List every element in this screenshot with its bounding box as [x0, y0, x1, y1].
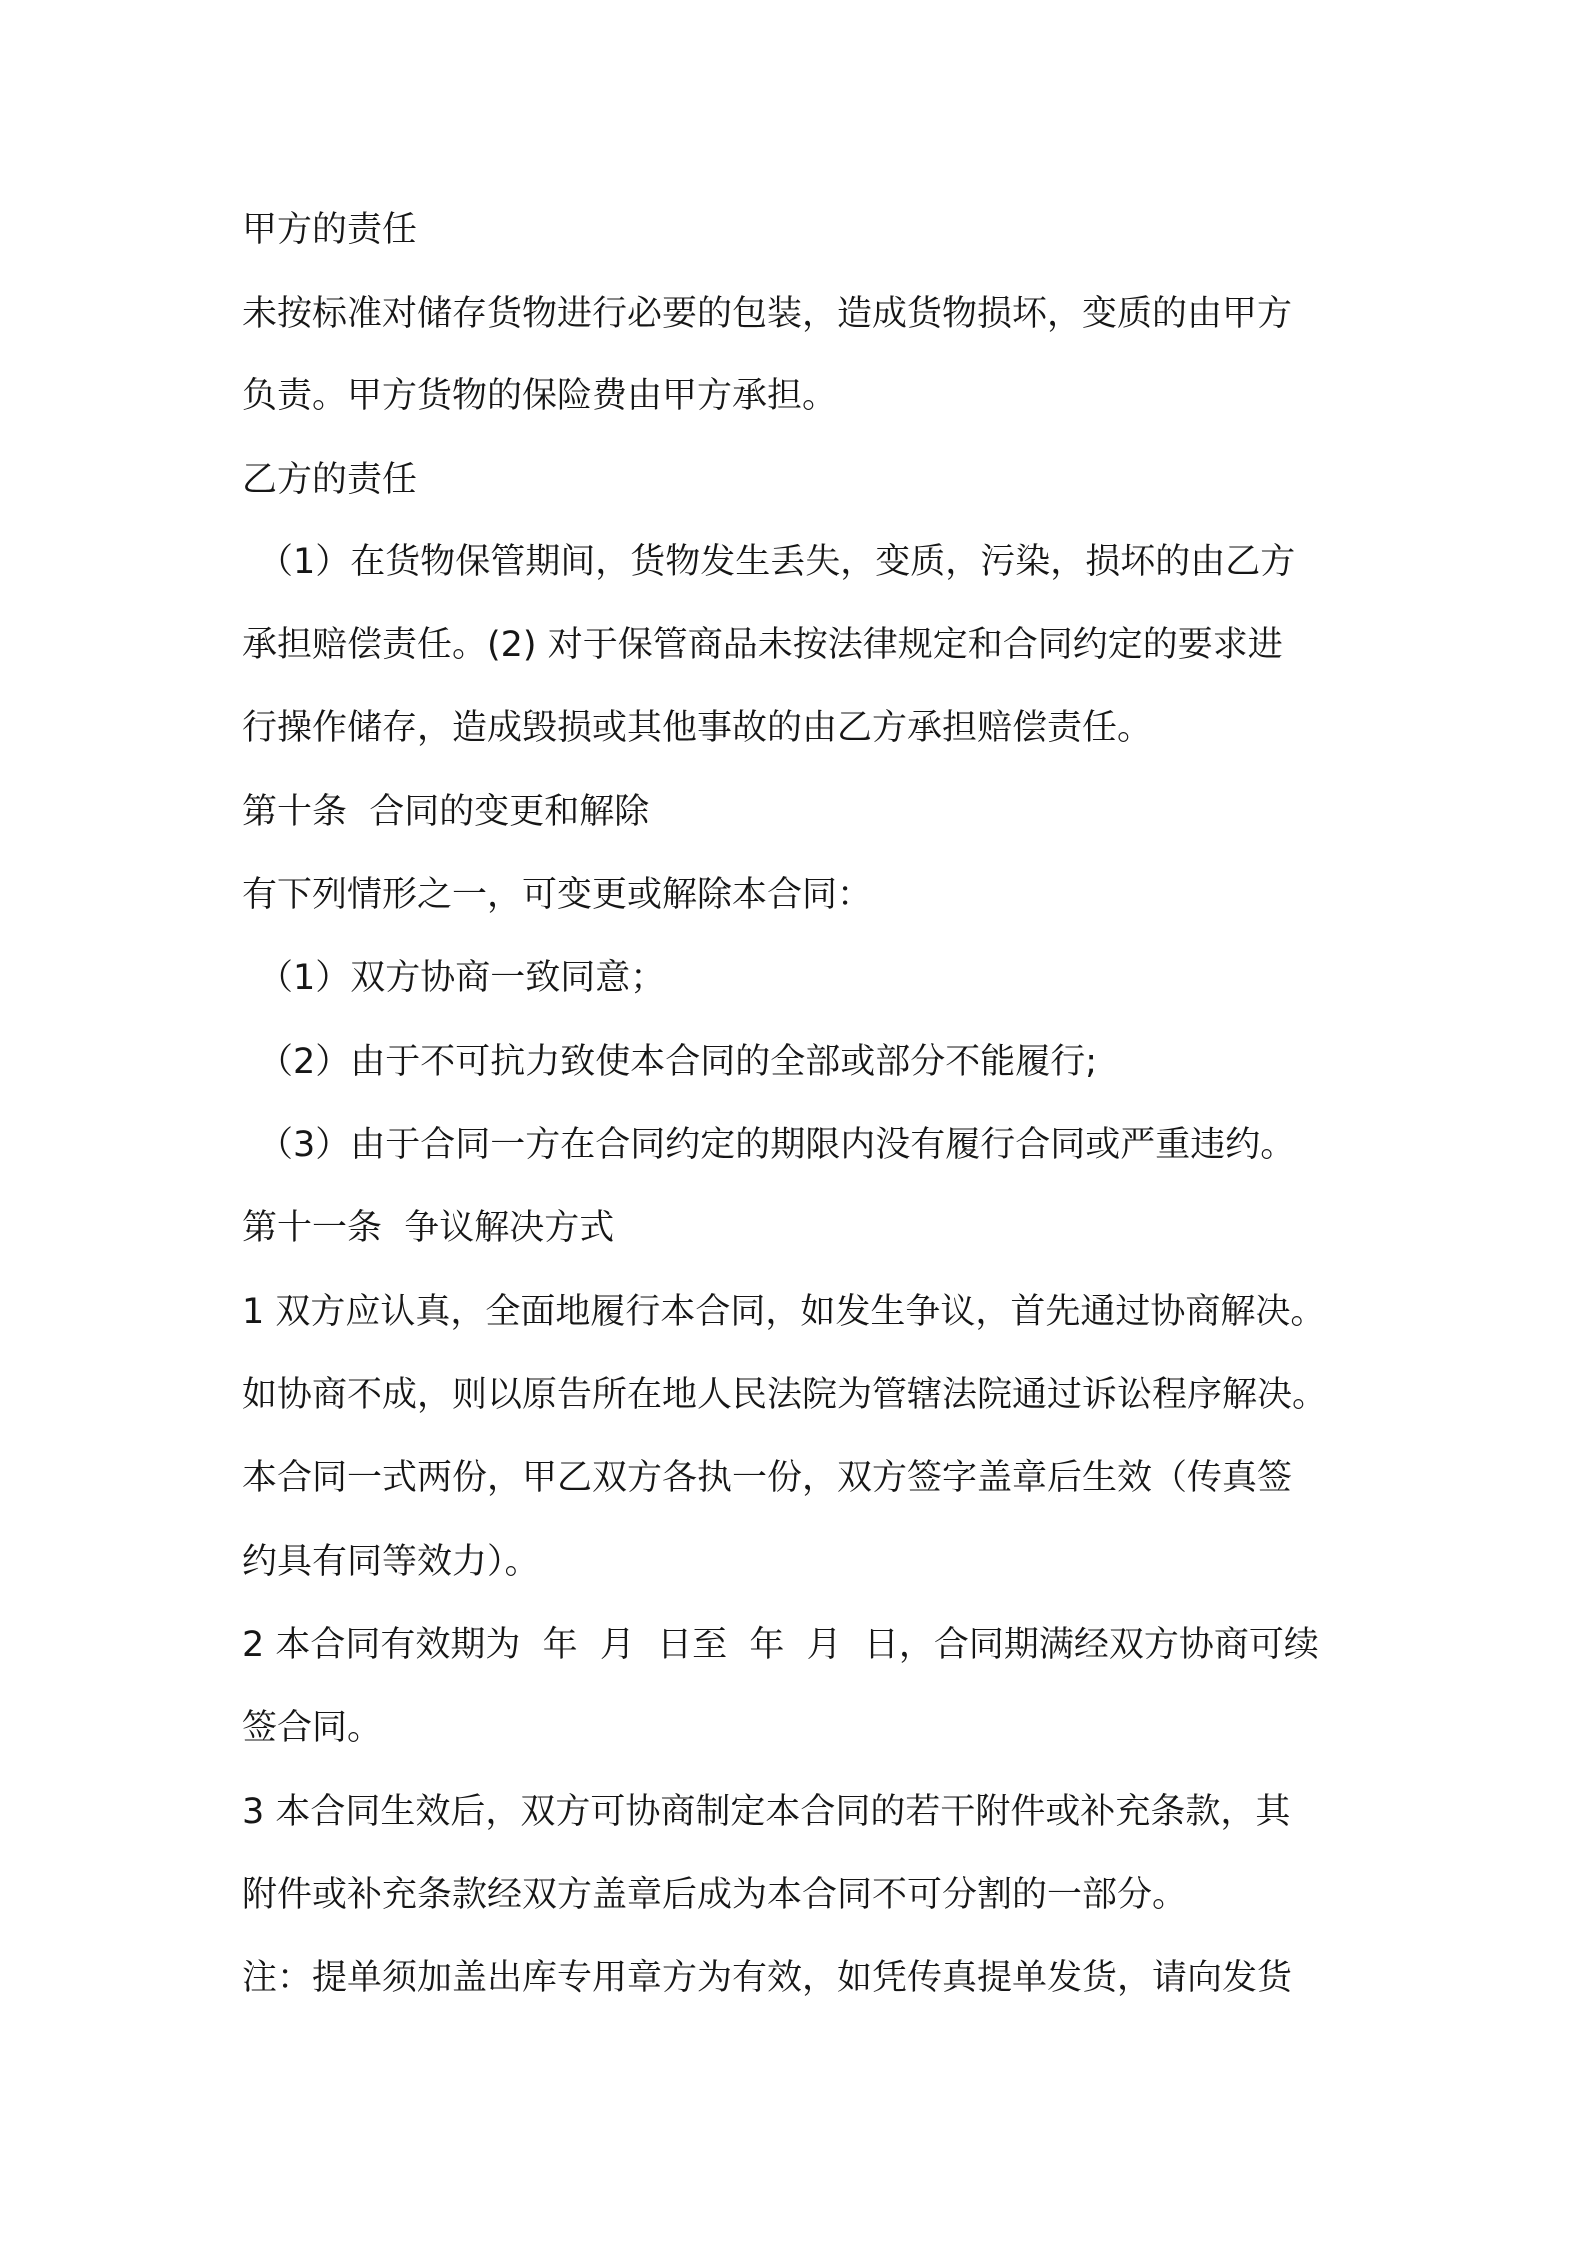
heading-party-a-responsibility: 甲方的责任	[242, 210, 418, 250]
paragraph-line: （1）在货物保管期间，货物发生丢失，变质，污染，损坏的由乙方	[258, 542, 1296, 582]
paragraph-line: 本合同一式两份，甲乙双方各执一份，双方签字盖章后生效（传真签	[242, 1458, 1293, 1498]
paragraph-line: 行操作储存，造成毁损或其他事故的由乙方承担赔偿责任。	[242, 708, 1153, 748]
list-item: （3）由于合同一方在合同约定的期限内没有履行合同或严重违约。	[258, 1125, 1296, 1165]
article-eleven-heading: 第十一条 争议解决方式	[242, 1208, 615, 1248]
article-ten-heading: 第十条 合同的变更和解除	[242, 792, 650, 832]
paragraph-line: 约具有同等效力）。	[242, 1542, 540, 1582]
heading-party-b-responsibility: 乙方的责任	[242, 460, 418, 500]
paragraph-line: 2 本合同有效期为 年 月 日至 年 月 日，合同期满经双方协商可续	[242, 1625, 1319, 1665]
paragraph-line: 承担赔偿责任。(2) 对于保管商品未按法律规定和合同约定的要求进	[242, 625, 1283, 665]
paragraph-line: 签合同。	[242, 1708, 383, 1748]
paragraph-line: 注：提单须加盖出库专用章方为有效，如凭传真提单发货，请向发货	[242, 1958, 1293, 1998]
paragraph-line: 未按标准对储存货物进行必要的包装，造成货物损坏，变质的由甲方	[242, 294, 1293, 334]
paragraph-line: 附件或补充条款经双方盖章后成为本合同不可分割的一部分。	[242, 1875, 1188, 1915]
list-item: （2）由于不可抗力致使本合同的全部或部分不能履行;	[258, 1042, 1098, 1082]
paragraph-line: 负责。甲方货物的保险费由甲方承担。	[242, 376, 838, 416]
list-item: （1）双方协商一致同意；	[258, 958, 666, 998]
paragraph-line: 有下列情形之一，可变更或解除本合同：	[242, 875, 873, 915]
paragraph-line: 1 双方应认真，全面地履行本合同，如发生争议，首先通过协商解决。	[242, 1292, 1326, 1332]
paragraph-line: 如协商不成，则以原告所在地人民法院为管辖法院通过诉讼程序解决。	[242, 1375, 1328, 1415]
paragraph-line: 3 本合同生效后，双方可协商制定本合同的若干附件或补充条款，其	[242, 1792, 1291, 1832]
